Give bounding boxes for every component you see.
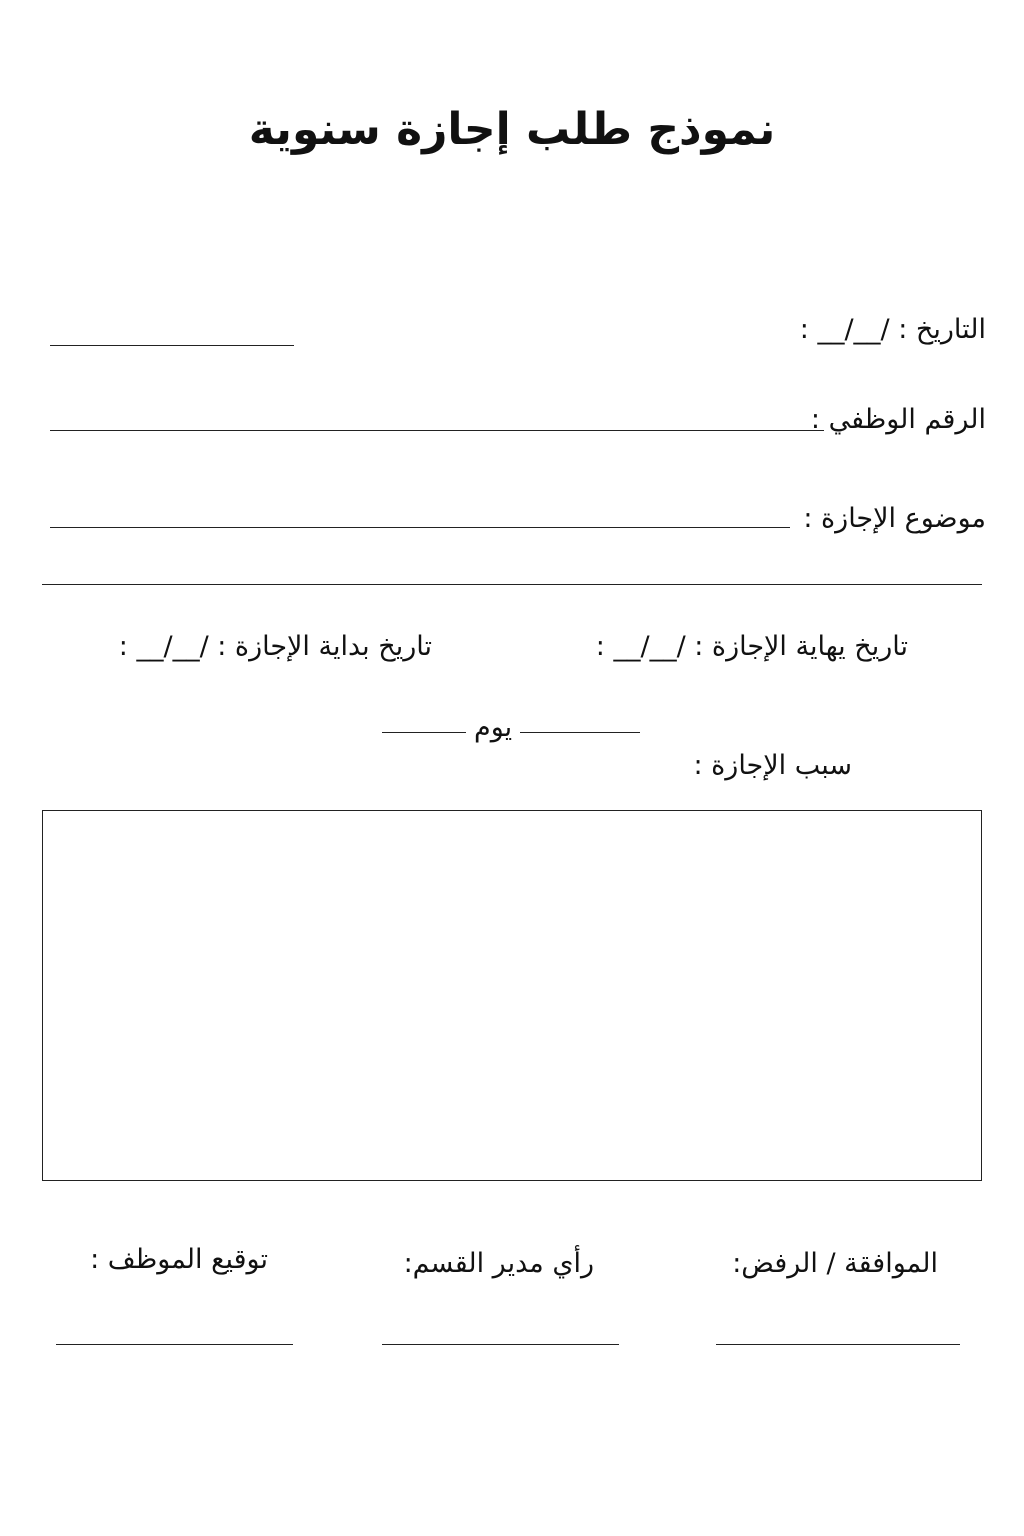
- days-label: يوم: [474, 712, 513, 743]
- start-date-label: تاريخ بداية الإجازة : /__/__ :: [118, 631, 432, 662]
- approval-field-line[interactable]: [716, 1344, 960, 1345]
- employee-id-label: الرقم الوظفي :: [810, 404, 986, 435]
- subject-label: موضوع الإجازة :: [803, 503, 986, 534]
- subject-field-line[interactable]: [50, 527, 790, 528]
- date-field-line[interactable]: [50, 345, 294, 346]
- approval-label: الموافقة / الرفض:: [732, 1248, 938, 1279]
- end-date-label: تاريخ يهاية الإجازة : /__/__ :: [595, 631, 908, 662]
- date-label: التاريخ : /__/__ :: [799, 314, 986, 345]
- page-title: نموذج طلب إجازة سنوية: [248, 104, 776, 155]
- employee-signature-label: توقيع الموظف :: [90, 1244, 268, 1275]
- days-count-line-left[interactable]: [382, 732, 466, 733]
- reason-label: سبب الإجازة :: [693, 750, 852, 781]
- reason-text-box[interactable]: [42, 810, 982, 1181]
- manager-opinion-field-line[interactable]: [382, 1344, 619, 1345]
- days-count-line-right[interactable]: [520, 732, 640, 733]
- manager-opinion-label: رأي مدير القسم:: [403, 1248, 594, 1279]
- employee-signature-field-line[interactable]: [56, 1344, 293, 1345]
- subject-field-line-2[interactable]: [42, 584, 982, 585]
- employee-id-field-line[interactable]: [50, 430, 824, 431]
